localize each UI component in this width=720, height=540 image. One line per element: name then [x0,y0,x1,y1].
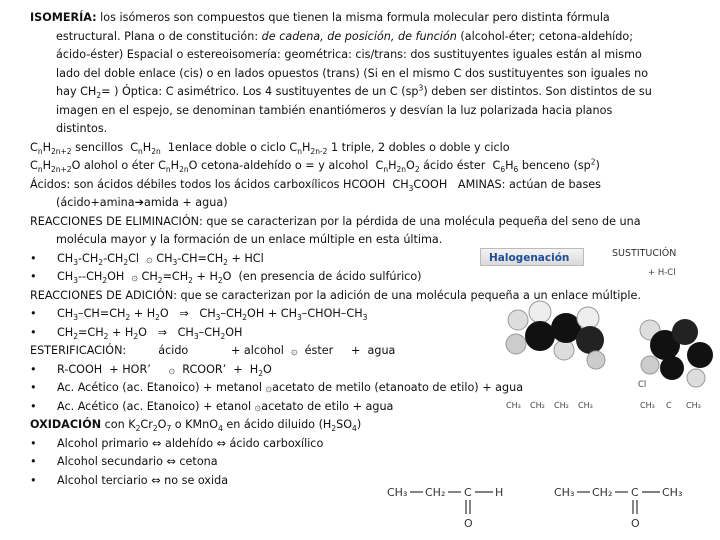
halogenacion-button[interactable]: Halogenación [480,248,584,266]
propanal-ch2: CH₂ [425,486,446,499]
right-molecule-model [640,319,713,387]
oxidacion-item-3: • Alcohol terciario ⇔ no se oxida [30,473,229,487]
adicion-item-2: • $CH_2=CH_2 + H_2O$ ⇒ $CH_3-CH_2OH$ [30,325,243,341]
butanone-o: O [631,517,640,530]
propanal-structure [385,470,530,532]
isomeria-line-1: ISOMERÍA: los isómeros son compuestos que tienen la misma formula molecular pero distinta fórmula [30,11,610,24]
butanone-ch2: CH₂ [592,486,613,499]
propanal-o: O [464,517,473,530]
chain-label-1: CH₃ [506,401,521,410]
hcl-label: + H-Cl [648,268,676,278]
molecule-models [500,270,715,415]
isomeria-line-3: ácido-éster) Espacial o estereoisomería: geométrica: cis/trans: dos sustituyentes iguales están al mismo [56,48,642,61]
acidos-line: Ácidos: son ácidos débiles todos los ácidos carboxílicos HCOOH $CH_3COOH$ AMINAS: actúan de bases [30,177,601,193]
butanone-c: C [631,486,639,499]
cl-label: Cl [638,380,647,390]
butanone-structure [552,470,710,532]
adicion-item-1: • $CH_3-CH=CH_2 + H_2O$ ⇒ $CH_3-CH_2OH$ + $CH_3-CHOH-CH_3$ [30,307,368,323]
isomeria-line-6: imagen en el espejo, se denominan también enantiómeros y desvían la luz polarizada hacia planos [56,103,613,117]
esterificacion-item-2: • Ac. Acético (ac. Etanoico) + metanol ۞acetato de metilo (etanoato de etilo) + agua [30,381,524,394]
eliminacion-item-2: • $CH_3--CH_2OH$ ۞ $CH_2=CH_2 + H_2O$ (en presencia de ácido sulfúrico) [30,270,422,286]
amida-line: (ácido+amina➔amida + agua) [56,196,228,209]
isomeria-line-4: lado del doble enlace (cis) o en lados opuestos (trans) (Si en el mismo C dos sustituyentes son iguales no [56,66,649,80]
chain-label-6: C [666,401,672,410]
propanal-h: H [495,486,504,499]
eliminacion-line-2: molécula mayor y la formación de un enlace múltiple en esta última. [56,233,443,246]
isomeria-line-7: distintos. [56,122,108,135]
isomeria-line-5: hay $CH_2=$ ) Óptica: C asimétrico. Los 4 sustituyentes de un C $(sp^3)$ deben ser distintos. Son distintos de su [56,83,652,101]
oxidacion-line: OXIDACIÓN con $K_2Cr_2O_7$ o KMnO$_4$ en ácido diluido $(H_2SO_4)$ [30,418,362,434]
eliminacion-item-1: • $CH_3-CH_2-CH_2Cl$ ۞ $CH_3-CH=CH_2$ + HCl [30,251,264,267]
butanone-ch3-end: CH₃ [662,486,683,499]
oxidacion-item-1: • Alcohol primario ⇔ aldehído ⇔ ácido carboxílico [30,436,324,450]
left-molecule-model [506,301,605,369]
sustitucion-title: SUSTITUCIÓN [612,248,677,259]
esterificacion-item-1: • R-COOH + HOR’ ۞ RCOOR’ + $H_2O$ [30,362,272,378]
butanone-ch3: CH₃ [554,486,575,499]
isomeria-line-2: estructural. Plana o de constitución: de cadena, de posición, de función (alcohol-éter; cetona-aldehído; [56,29,633,43]
chain-label-4: CH₃ [578,401,593,410]
chain-label-3: CH₂ [554,401,569,410]
formula-line-1: $C_nH_{2n+2}$ sencillos $C_nH_{2n}$ 1enlace doble o ciclo $C_nH_{2n-2}$ 1 triple, 2 dobles o doble y ciclo [30,140,510,156]
propanal-ch3: CH₃ [387,486,408,499]
esterificacion-item-3: • Ac. Acético (ac. Etanoico) + etanol ۞acetato de etilo + agua [30,399,394,413]
esterificacion-line: ESTERIFICACIÓN: ácido + alcohol ۞ éster + agua [30,344,396,357]
oxidacion-item-2: • Alcohol secundario ⇔ cetona [30,455,218,468]
adicion-line: REACCIONES DE ADICIÓN: que se caracterizan por la adición de una molécula pequeña a un enlace múltiple. [30,288,641,302]
chain-label-7: CH₃ [686,401,701,410]
chain-label-2: CH₂ [530,401,545,410]
propanal-c: C [464,486,472,499]
chain-label-5: CH₃ [640,401,655,410]
formula-line-2: $C_nH_{2n+2}O$ alohol o éter $C_nH_{2n}O$ cetona-aldehído o = y alcohol $C_nH_{2n}O_2$ ácido éster $C_6H_6$ benceno $(sp^2)$ [30,157,600,175]
eliminacion-line-1: REACCIONES DE ELIMINACIÓN: que se caracterizan por la pérdida de una molécula pequeña del seno de una [30,214,641,228]
